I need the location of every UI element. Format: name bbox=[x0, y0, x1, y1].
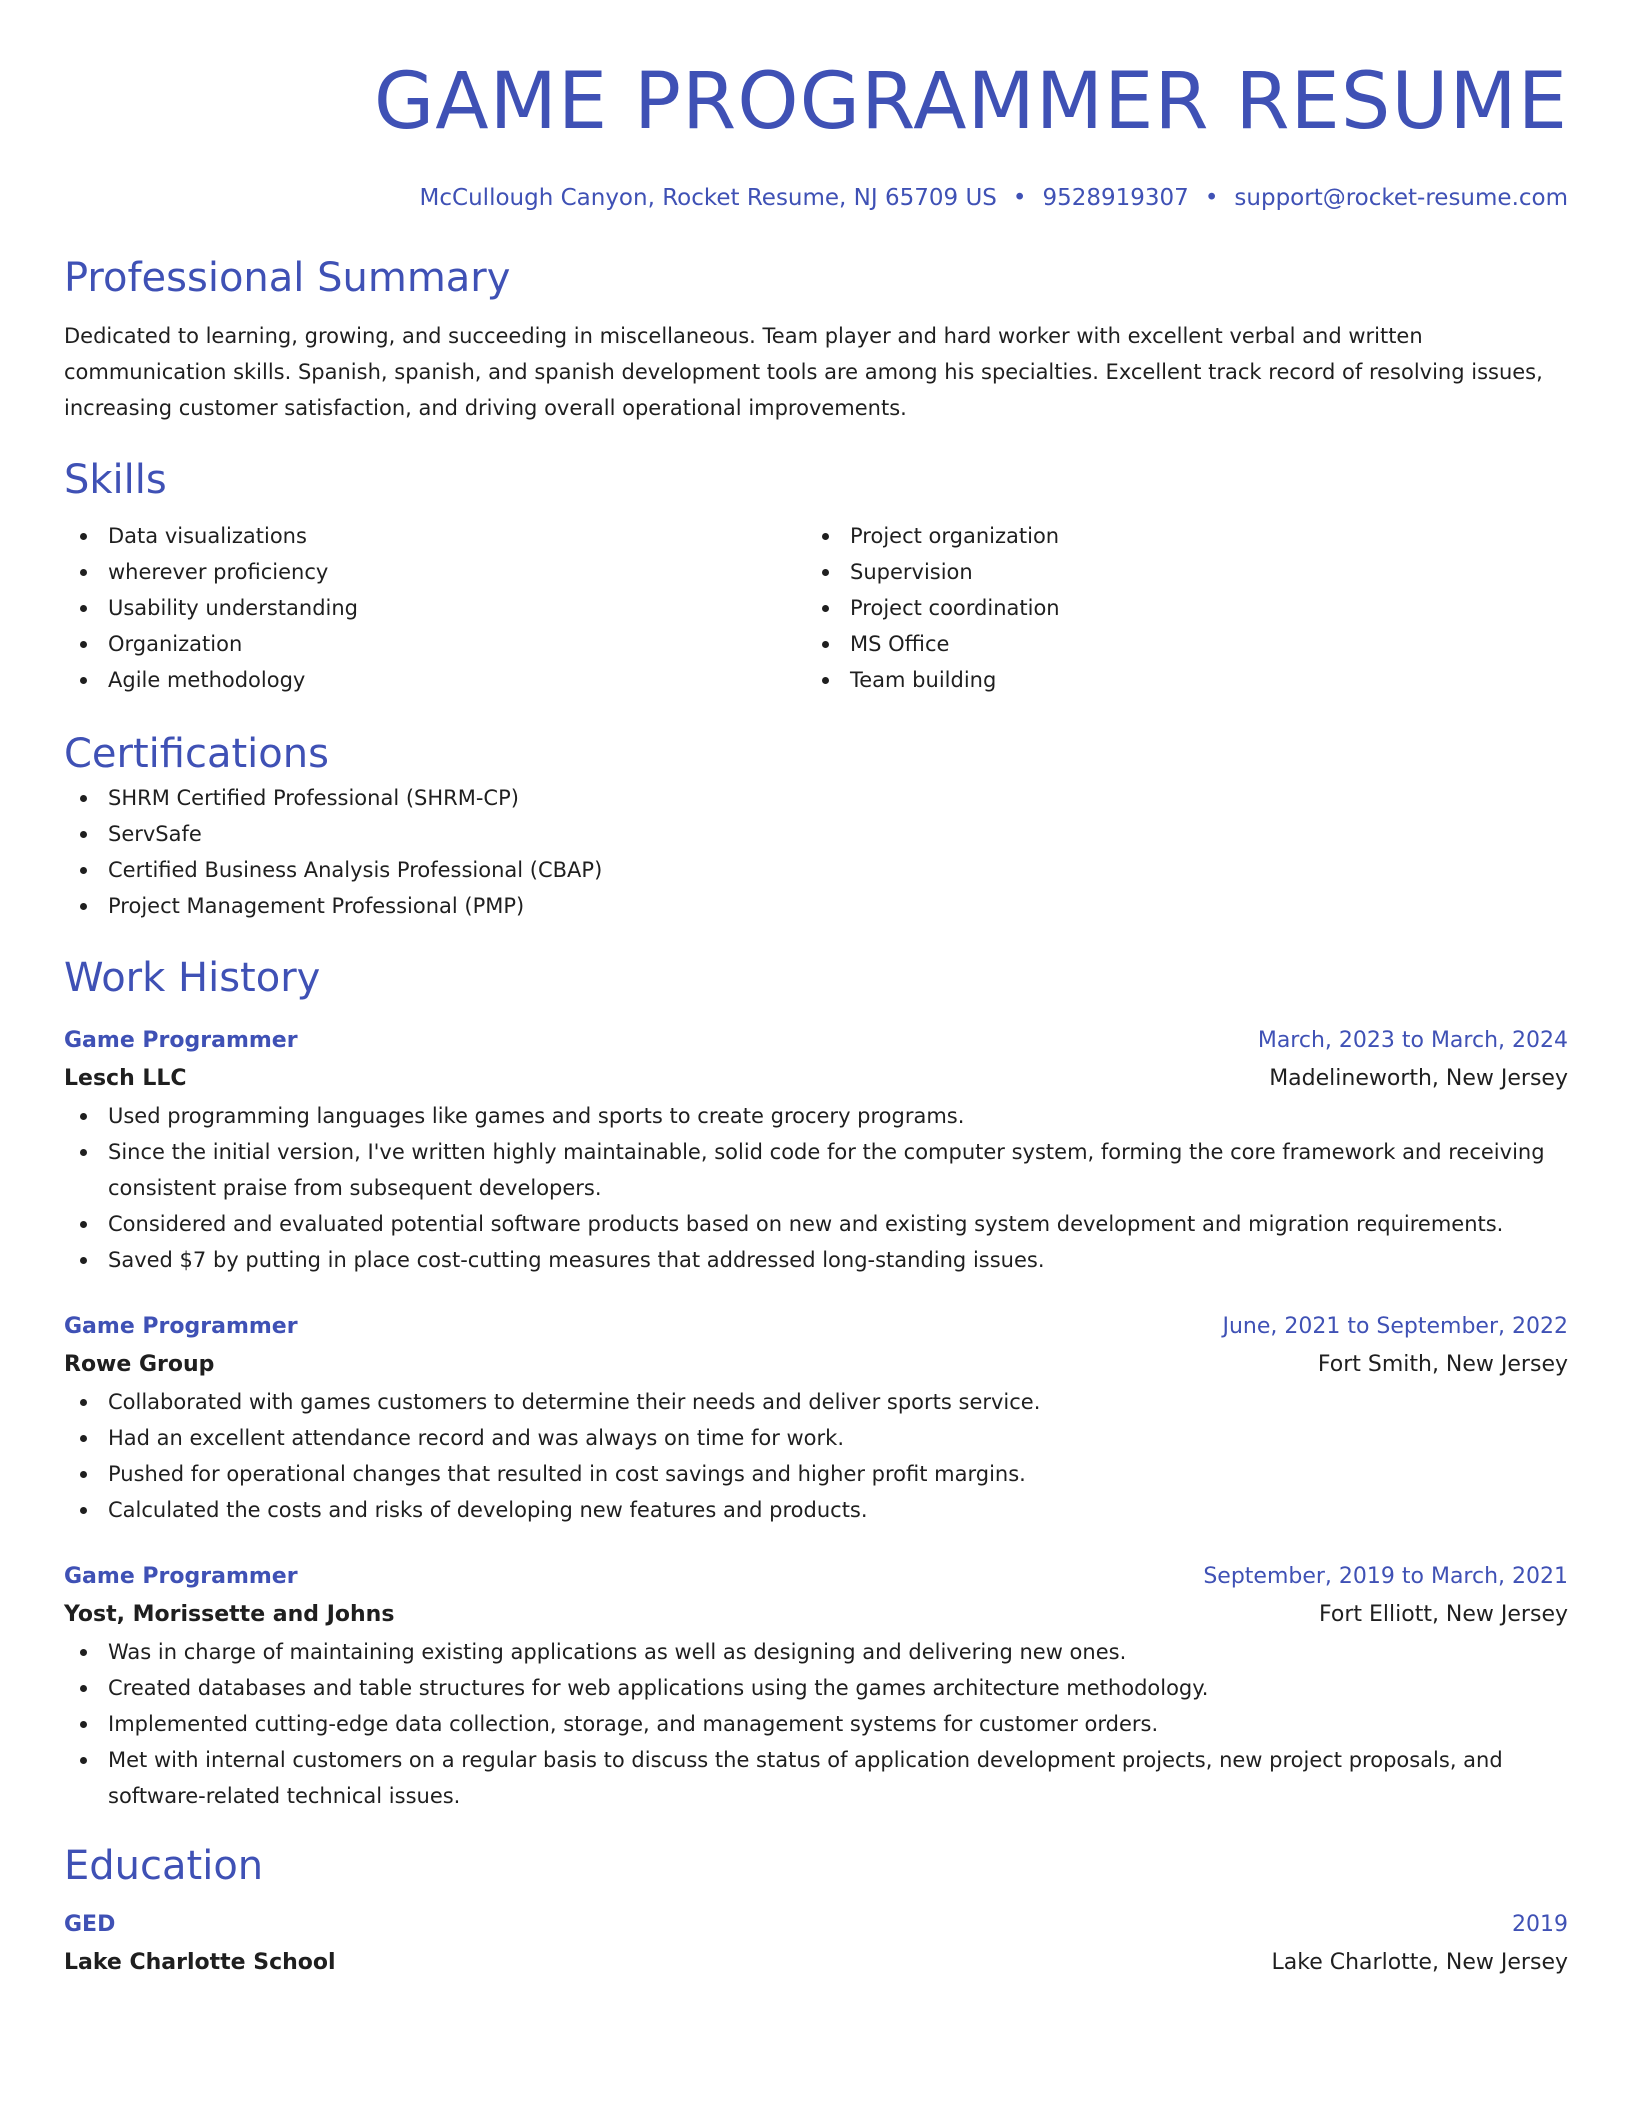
bullet-dot bbox=[80, 831, 87, 838]
education-location: Lake Charlotte, New Jersey bbox=[1271, 1950, 1568, 1975]
bullet-dot bbox=[80, 1221, 87, 1228]
job-duty bbox=[64, 1706, 1568, 1742]
contact-separator: • bbox=[1204, 185, 1219, 211]
job-duty-text: Had an excellent attendance record and was always on time for work. bbox=[108, 1426, 845, 1450]
certification-label: Project Management Professional (PMP) bbox=[108, 894, 525, 918]
contact-separator: • bbox=[1012, 185, 1027, 211]
skill-label: Team building bbox=[850, 668, 997, 692]
job-duty bbox=[64, 1634, 1568, 1670]
skill-item bbox=[806, 590, 1548, 626]
job-dates: June, 2021 to September, 2022 bbox=[1222, 1314, 1568, 1339]
bullet-dot bbox=[80, 1649, 87, 1656]
education-degree: GED bbox=[64, 1912, 116, 1937]
education-school: Lake Charlotte School bbox=[64, 1950, 336, 1975]
job-company: Lesch LLC bbox=[64, 1066, 187, 1091]
skill-item bbox=[806, 662, 1548, 698]
skill-item bbox=[806, 554, 1548, 590]
work-history-heading: Work History bbox=[64, 955, 321, 1001]
education-header-row bbox=[64, 1906, 1568, 1944]
skill-label: Usability understanding bbox=[108, 596, 359, 620]
job-duty bbox=[64, 1098, 1568, 1134]
bullet-dot bbox=[80, 1149, 87, 1156]
certifications-heading: Certifications bbox=[64, 731, 329, 777]
job-dates: September, 2019 to March, 2021 bbox=[1203, 1564, 1568, 1589]
job-duty bbox=[64, 1492, 1568, 1528]
job-duty-text: Was in charge of maintaining existing applications as well as designing and delivering new ones. bbox=[108, 1640, 1127, 1664]
skill-label: Data visualizations bbox=[108, 524, 307, 548]
skill-item bbox=[64, 518, 806, 554]
bullet-dot bbox=[80, 903, 87, 910]
skills-list-left bbox=[64, 518, 806, 698]
job-duty-text: Met with internal customers on a regular basis to discuss the status of application development projects, new project proposals, and software-related technical issues. bbox=[108, 1748, 1503, 1808]
contact-address: McCullough Canyon, Rocket Resume, NJ 65709 US bbox=[419, 185, 997, 211]
bullet-dot bbox=[80, 677, 87, 684]
job-duty bbox=[64, 1206, 1568, 1242]
job-duty-text: Created databases and table structures for web applications using the games architecture methodology. bbox=[108, 1676, 1209, 1700]
skill-label: Agile methodology bbox=[108, 668, 306, 692]
bullet-dot bbox=[80, 569, 87, 576]
certification-item bbox=[64, 852, 1568, 888]
certification-item bbox=[64, 780, 1568, 816]
job-entry bbox=[64, 1308, 1568, 1528]
job-location: Madelineworth, New Jersey bbox=[1269, 1066, 1568, 1091]
bullet-dot bbox=[80, 605, 87, 612]
bullet-dot bbox=[80, 1399, 87, 1406]
job-duty bbox=[64, 1420, 1568, 1456]
job-dates: March, 2023 to March, 2024 bbox=[1257, 1028, 1568, 1053]
contact-line bbox=[64, 182, 1568, 214]
job-header-row bbox=[64, 1022, 1568, 1060]
certification-label: Certified Business Analysis Professional (CBAP) bbox=[108, 858, 603, 882]
job-duty bbox=[64, 1384, 1568, 1420]
job-company-row bbox=[64, 1060, 1568, 1098]
summary-text: Dedicated to learning, growing, and succeeding in miscellaneous. Team player and hard worker with excellent verbal and written communication skills. Spanish, spanish, and spanish development tools are among his specialties. Excellent track record of resolving issues, increasing customer satisfaction, and driving overall operational improvements. bbox=[64, 324, 1543, 420]
skill-item bbox=[64, 554, 806, 590]
job-duties-list bbox=[64, 1098, 1568, 1278]
job-duty bbox=[64, 1242, 1568, 1278]
job-location: Fort Smith, New Jersey bbox=[1317, 1352, 1568, 1377]
skill-item bbox=[64, 590, 806, 626]
skills-list-right bbox=[806, 518, 1548, 698]
job-duty bbox=[64, 1742, 1568, 1814]
job-duty bbox=[64, 1134, 1568, 1206]
job-duty-text: Used programming languages like games and sports to create grocery programs. bbox=[108, 1104, 965, 1128]
bullet-dot bbox=[822, 641, 829, 648]
job-company-row bbox=[64, 1346, 1568, 1384]
bullet-dot bbox=[822, 533, 829, 540]
skill-label: Project coordination bbox=[850, 596, 1060, 620]
education-entry bbox=[64, 1906, 1568, 1982]
job-header-row bbox=[64, 1558, 1568, 1596]
bullet-dot bbox=[822, 677, 829, 684]
skills-heading: Skills bbox=[64, 457, 167, 503]
bullet-dot bbox=[80, 1257, 87, 1264]
job-title: Game Programmer bbox=[64, 1028, 298, 1053]
skill-item bbox=[64, 662, 806, 698]
skill-item bbox=[806, 518, 1548, 554]
bullet-dot bbox=[80, 795, 87, 802]
certifications-list bbox=[64, 780, 1568, 924]
skill-label: MS Office bbox=[850, 632, 950, 656]
job-title: Game Programmer bbox=[64, 1564, 298, 1589]
skill-item bbox=[806, 626, 1548, 662]
summary-heading: Professional Summary bbox=[64, 255, 511, 301]
bullet-dot bbox=[822, 605, 829, 612]
contact-email[interactable]: support@rocket-resume.com bbox=[1234, 185, 1568, 211]
bullet-dot bbox=[80, 533, 87, 540]
bullet-dot bbox=[80, 1471, 87, 1478]
bullet-dot bbox=[80, 1721, 87, 1728]
certification-label: SHRM Certified Professional (SHRM-CP) bbox=[108, 786, 519, 810]
education-year: 2019 bbox=[1512, 1912, 1568, 1937]
job-duty bbox=[64, 1456, 1568, 1492]
certification-item bbox=[64, 888, 1568, 924]
bullet-dot bbox=[80, 641, 87, 648]
contact-phone: 9528919307 bbox=[1042, 185, 1189, 211]
skill-label: Supervision bbox=[850, 560, 973, 584]
job-location: Fort Elliott, New Jersey bbox=[1319, 1602, 1568, 1627]
skills-column-left bbox=[64, 518, 806, 698]
job-company: Yost, Morissette and Johns bbox=[64, 1602, 395, 1627]
skill-label: Project organization bbox=[850, 524, 1060, 548]
job-title: Game Programmer bbox=[64, 1314, 298, 1339]
bullet-dot bbox=[80, 1113, 87, 1120]
job-duty-text: Implemented cutting-edge data collection, storage, and management systems for customer orders. bbox=[108, 1712, 1159, 1736]
bullet-dot bbox=[80, 1685, 87, 1692]
skills-column-right bbox=[806, 518, 1548, 698]
job-duties-list bbox=[64, 1384, 1568, 1528]
job-duty-text: Saved $7 by putting in place cost-cutting measures that addressed long-standing issues. bbox=[108, 1248, 1045, 1272]
resume-header bbox=[64, 0, 1568, 214]
education-heading: Education bbox=[64, 1843, 264, 1889]
resume-title: GAME PROGRAMMER RESUME bbox=[373, 57, 1568, 147]
skill-label: Organization bbox=[108, 632, 243, 656]
skill-item bbox=[64, 626, 806, 662]
education-school-row bbox=[64, 1944, 1568, 1982]
bullet-dot bbox=[80, 867, 87, 874]
job-duty-text: Calculated the costs and risks of developing new features and products. bbox=[108, 1498, 868, 1522]
certification-item bbox=[64, 816, 1568, 852]
job-duty-text: Pushed for operational changes that resulted in cost savings and higher profit margins. bbox=[108, 1462, 1026, 1486]
job-duties-list bbox=[64, 1634, 1568, 1814]
job-duty-text: Since the initial version, I've written highly maintainable, solid code for the computer system, forming the core framework and receiving consistent praise from subsequent developers. bbox=[108, 1140, 1545, 1200]
resume-page bbox=[64, 0, 1568, 1982]
job-company: Rowe Group bbox=[64, 1352, 215, 1377]
skills-grid bbox=[64, 518, 1568, 698]
job-entry bbox=[64, 1558, 1568, 1814]
bullet-dot bbox=[80, 1507, 87, 1514]
job-duty bbox=[64, 1670, 1568, 1706]
job-company-row bbox=[64, 1596, 1568, 1634]
job-duty-text: Considered and evaluated potential software products based on new and existing system development and migration requirements. bbox=[108, 1212, 1504, 1236]
job-entry bbox=[64, 1022, 1568, 1278]
certification-label: ServSafe bbox=[108, 822, 202, 846]
job-header-row bbox=[64, 1308, 1568, 1346]
bullet-dot bbox=[80, 1757, 87, 1764]
bullet-dot bbox=[822, 569, 829, 576]
job-duty-text: Collaborated with games customers to determine their needs and deliver sports service. bbox=[108, 1390, 1041, 1414]
bullet-dot bbox=[80, 1435, 87, 1442]
skill-label: wherever proficiency bbox=[108, 560, 329, 584]
